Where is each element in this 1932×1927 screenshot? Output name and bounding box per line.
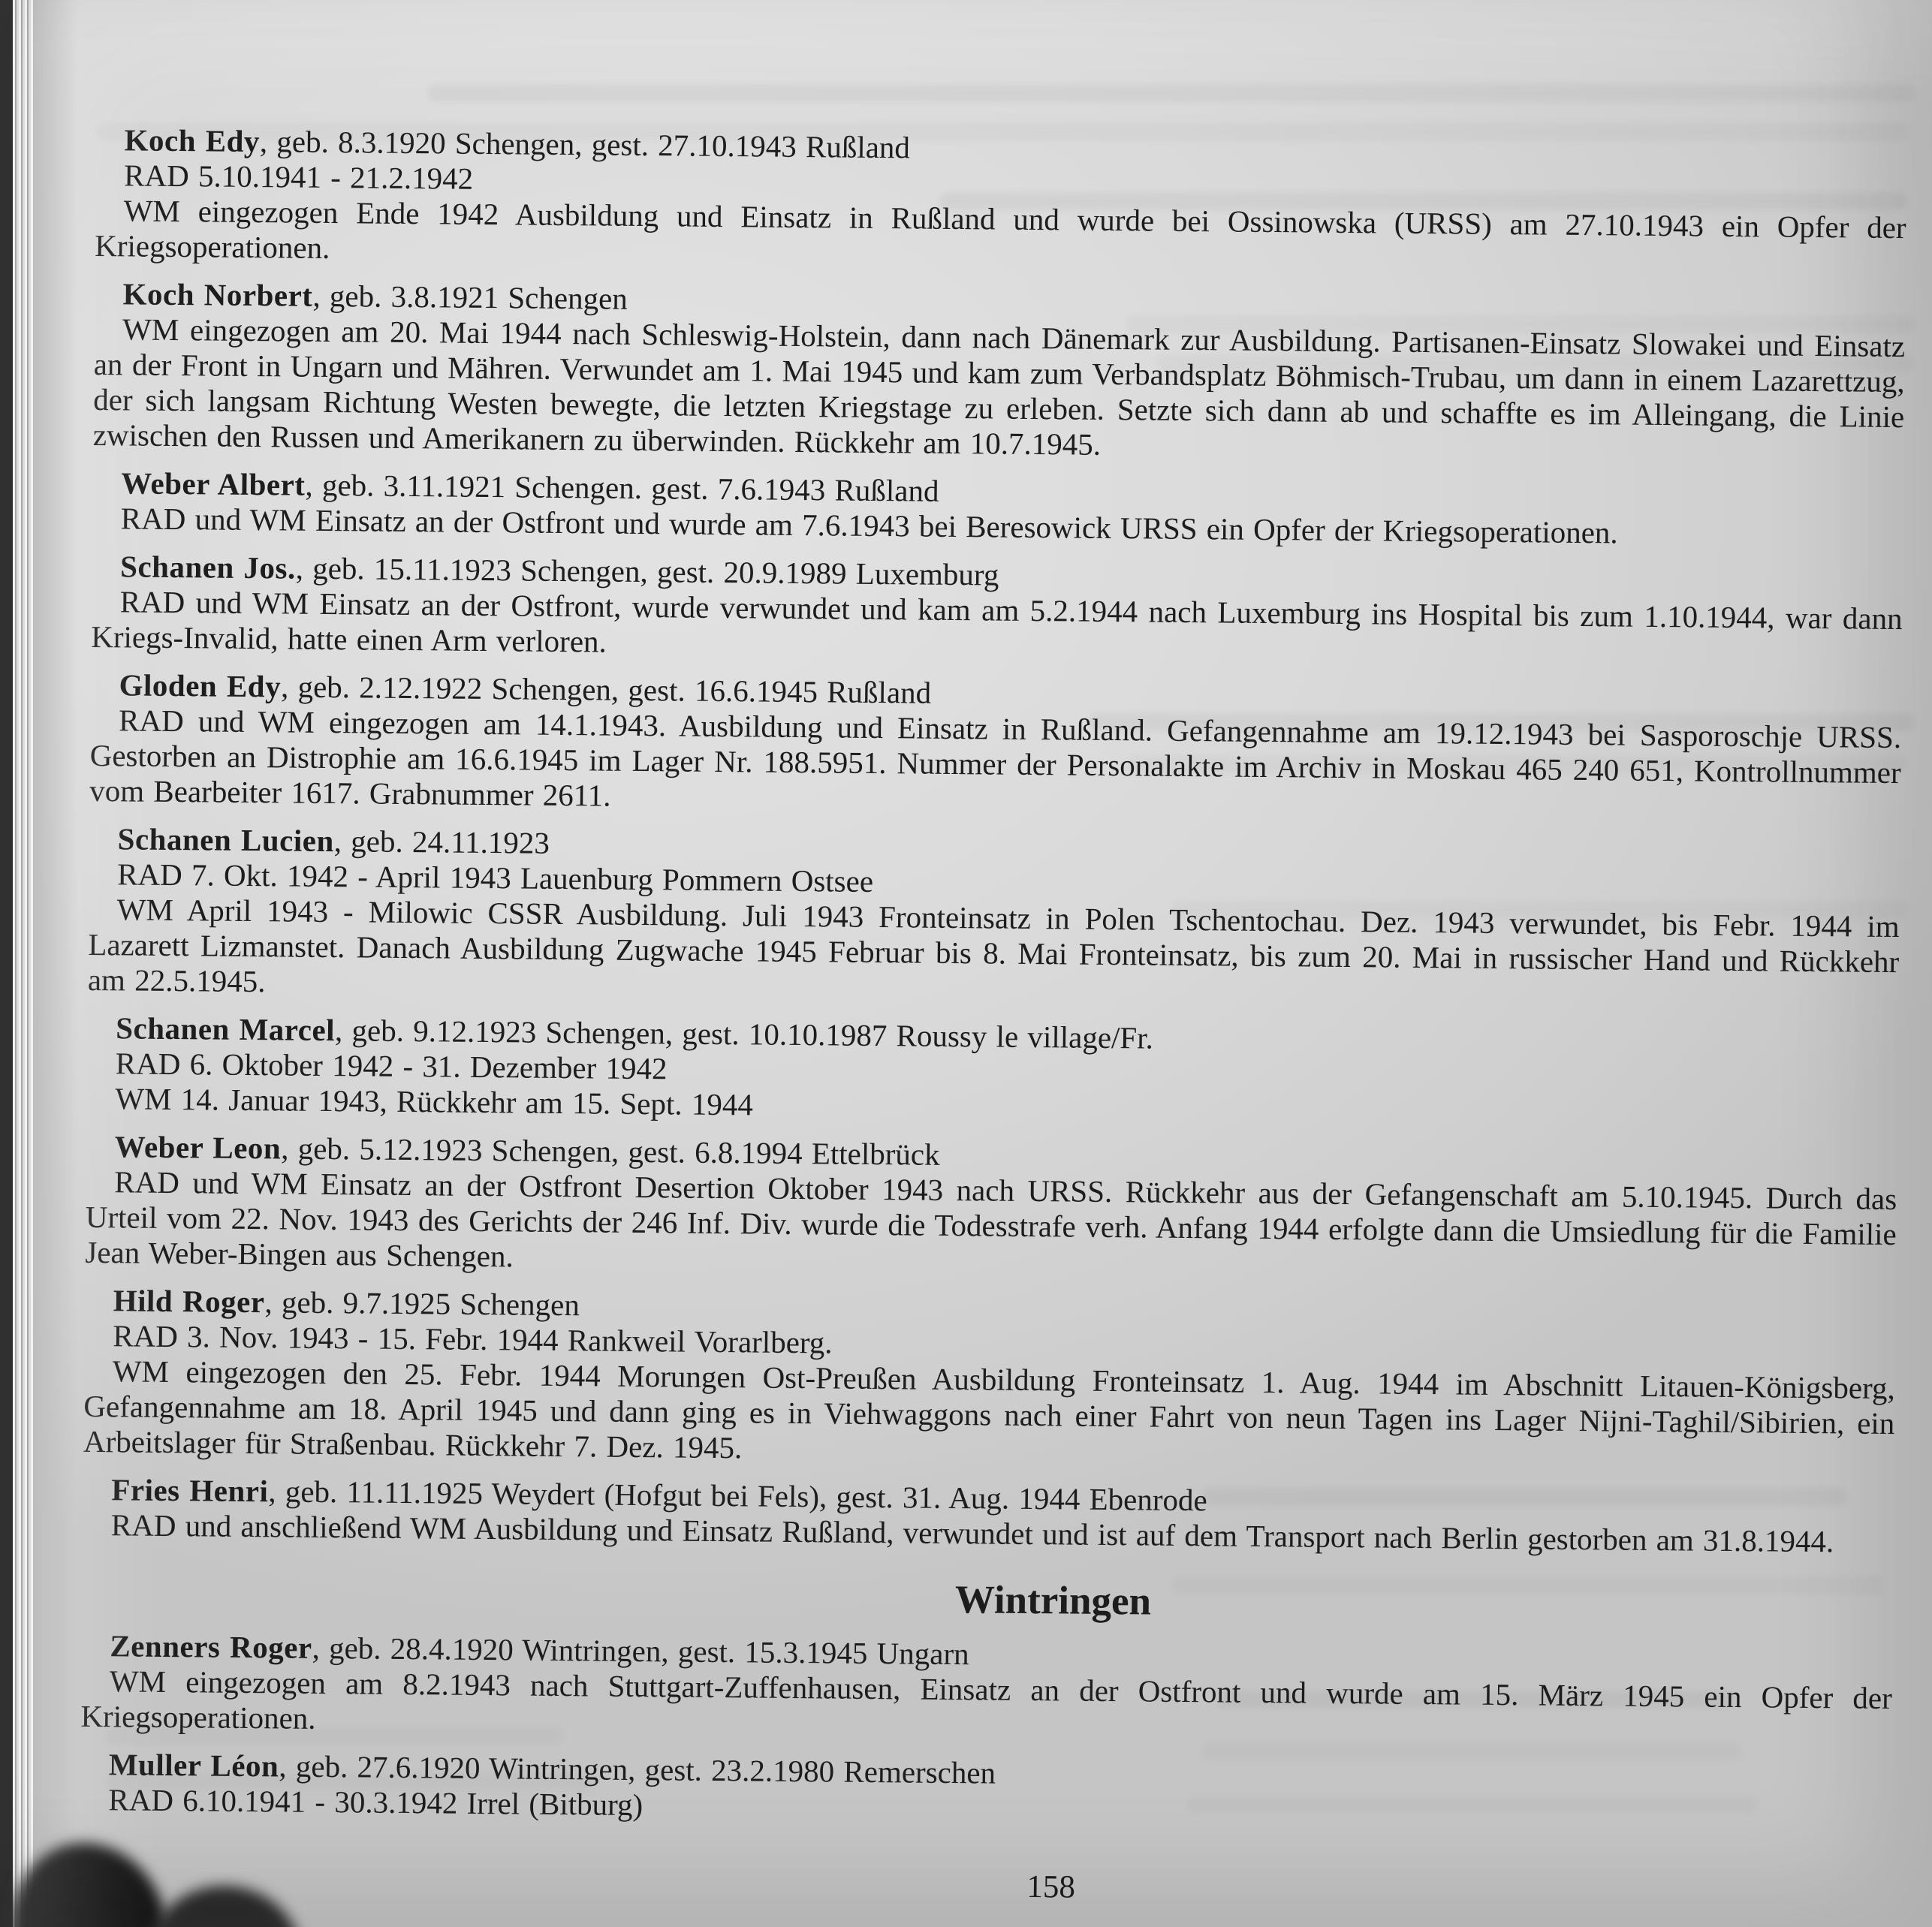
person-name: Weber Albert: [121, 465, 306, 502]
entry-weber-leon: [85, 1129, 1897, 1287]
person-details: , geb. 8.3.1920 Schengen, gest. 27.10.1943 Rußland: [259, 124, 911, 165]
biography-paragraph: WM April 1943 - Milowic CSSR Ausbildung. Juli 1943 Fronteinsatz in Polen Tschentochau. Dez. 1943 verwundet, bis Febr. 1944 im Lazarett Lizmanstet. Danach Ausbildung Zugwache 1945 Februar bis 8. Mai Fronteinsatz, bis zum 20. Mai in russischer Hand und Rückkehr am 22.5.1945.: [87, 892, 1900, 999]
service-line: WM 14. Januar 1943, Rückkehr am 15. Sept. 1944: [115, 1081, 754, 1122]
service-line: RAD 3. Nov. 1943 - 15. Febr. 1944 Rankweil Vorarlberg.: [113, 1318, 833, 1360]
person-details: , geb. 3.11.1921 Schengen. gest. 7.6.1943 Rußland: [305, 467, 939, 508]
entry-koch-edy: [95, 122, 1907, 281]
person-name: Koch Edy: [124, 122, 261, 159]
service-line: RAD 5.10.1941 - 21.2.1942: [123, 158, 474, 196]
person-details: , geb. 9.12.1923 Schengen, gest. 10.10.1987 Roussy le village/Fr.: [334, 1013, 1154, 1055]
person-details: , geb. 15.11.1923 Schengen, gest. 20.9.1989 Luxemburg: [295, 550, 999, 592]
entry-gloden-edy: [89, 667, 1902, 826]
person-details: , geb. 9.7.1925 Schengen: [264, 1284, 580, 1323]
service-line: RAD 6. Oktober 1942 - 31. Dezember 1942: [115, 1046, 668, 1086]
person-details: , geb. 3.8.1921 Schengen: [312, 278, 628, 316]
person-name: Hild Roger: [113, 1283, 265, 1320]
person-details: , geb. 27.6.1920 Wintringen, gest. 23.2.1980 Remerschen: [279, 1748, 996, 1790]
entry-fries-henri: [83, 1472, 1894, 1560]
page-stack-edges: [13, 0, 33, 1927]
biography-paragraph: WM eingezogen den 25. Febr. 1944 Morungen Ost-Preußen Ausbildung Fronteinsatz 1. Aug. 1944 im Abschnitt Litauen-Königsberg, Gefangennahme am 18. April 1945 und dann ging es in Viehwaggons nach einer Fahrt von neun Tagen ins Lager Nijni-Taghil/Sibirien, ein Arbeitslager für Straßenbau. Rückkehr 7. Dez. 1945.: [83, 1353, 1895, 1465]
person-name: Gloden Edy: [119, 667, 282, 704]
biography-paragraph: RAD und WM Einsatz an der Ostfront, wurde verwundet und kam am 5.2.1944 nach Luxemburg ins Hospital bis zum 1.10.1944, war dann Kriegs-Invalid, hatte einen Arm verloren.: [91, 584, 1903, 659]
person-details: , geb. 28.4.1920 Wintringen, gest. 15.3.1945 Ungarn: [312, 1630, 969, 1672]
service-line: RAD 7. Okt. 1942 - April 1943 Lauenburg Pommern Ostsee: [117, 857, 874, 899]
person-name: Weber Leon: [114, 1129, 282, 1166]
person-name: Fries Henri: [111, 1472, 269, 1509]
book-spine-edge: [0, 0, 13, 1927]
person-details: , geb. 5.12.1923 Schengen, gest. 6.8.1994 Ettelbrück: [281, 1131, 940, 1172]
biography-paragraph: WM eingezogen am 20. Mai 1944 nach Schleswig-Holstein, dann nach Dänemark zur Ausbildung. Partisanen-Einsatz Slowakei und Einsatz an der Front in Ungarn und Mähren. Verwundet am 1. Mai 1945 und kam zum Verbandsplatz Böhmisch-Trubau, um dann in einem Lazarettzug, der sich langsam Richtung Westen bewegte, die letzten Kriegstage zu erleben. Setzte sich dann ab und schaffte es im Alleingang, die Linie zwischen den Russen und Amerikanern zu überwinden. Rückkehr am 10.7.1945.: [92, 312, 1906, 462]
person-name: Koch Norbert: [122, 276, 313, 313]
biography-paragraph: WM eingezogen Ende 1942 Ausbildung und Einsatz in Rußland und wurde bei Ossinowska (URSS) am 27.10.1943 ein Opfer der Kriegsoperationen.: [95, 193, 1906, 265]
dark-shadow-blob: [147, 1886, 301, 1927]
page-text-block: [80, 110, 1907, 1905]
person-details: , geb. 2.12.1922 Schengen, gest. 16.6.1945 Rußland: [280, 669, 932, 710]
biography-paragraph: RAD und WM eingezogen am 14.1.1943. Ausbildung und Einsatz in Rußland. Gefangennahme am 19.12.1943 bei Sasporoschje URSS. Gestorben an Distrophie am 16.6.1945 im Lager Nr. 188.5951. Nummer der Personalakte im Archiv in Moskau 465 240 651, Kontrollnummer vom Bearbeiter 1617. Grabnummer 2611.: [89, 703, 1902, 813]
person-details: , geb. 11.11.1925 Weydert (Hofgut bei Fels), gest. 31. Aug. 1944 Ebenrode: [268, 1474, 1207, 1518]
entry-muller-leon: [80, 1747, 1891, 1835]
biography-paragraph: RAD und anschließend WM Ausbildung und Einsatz Rußland, verwundet und ist auf dem Transport nach Berlin gestorben am 31.8.1944.: [110, 1507, 1834, 1559]
service-line: RAD 6.10.1941 - 30.3.1942 Irrel (Bitburg): [108, 1782, 643, 1823]
section-heading-wintringen: Wintringen: [954, 1578, 1152, 1624]
entry-weber-albert: [92, 465, 1904, 553]
entry-zenners-roger: [80, 1628, 1892, 1751]
entry-schanen-marcel: [86, 1010, 1898, 1134]
entry-koch-norbert: [93, 276, 1906, 470]
biography-paragraph: RAD und WM Einsatz an der Ostfront Desertion Oktober 1943 nach URSS. Rückkehr aus der Gefangenschaft am 5.10.1945. Durch das Urteil vom 22. Nov. 1943 des Gerichts der 246 Inf. Div. wurde die Todesstrafe verh. Anfang 1944 erfolgte dann die Umsiedlung für die Familie Jean Weber-Bingen aus Schengen.: [85, 1164, 1897, 1274]
person-name: Schanen Marcel: [116, 1010, 336, 1048]
entry-hild-roger: [83, 1283, 1896, 1477]
bleedthrough-strip: [428, 84, 1915, 102]
biography-paragraph: RAD und WM Einsatz an der Ostfront und wurde am 7.6.1943 bei Beresowick URSS ein Opfer der Kriegsoperationen.: [120, 501, 1618, 550]
person-name: Muller Léon: [108, 1747, 279, 1784]
page-number: 158: [1026, 1869, 1076, 1905]
entry-schanen-jos: [91, 549, 1903, 672]
person-name: Zenners Roger: [110, 1628, 312, 1665]
person-name: Schanen Jos.: [119, 549, 296, 586]
entry-schanen-lucien: [88, 821, 1900, 1015]
person-name: Schanen Lucien: [117, 821, 334, 859]
page-edge-shadow: [33, 0, 78, 1927]
biography-paragraph: WM eingezogen am 8.2.1943 nach Stuttgart-Zuffenhausen, Einsatz an der Ostfront und wurde am 15. März 1945 ein Opfer der Kriegsoperationen.: [80, 1664, 1893, 1736]
person-details: , geb. 24.11.1923: [333, 823, 550, 860]
